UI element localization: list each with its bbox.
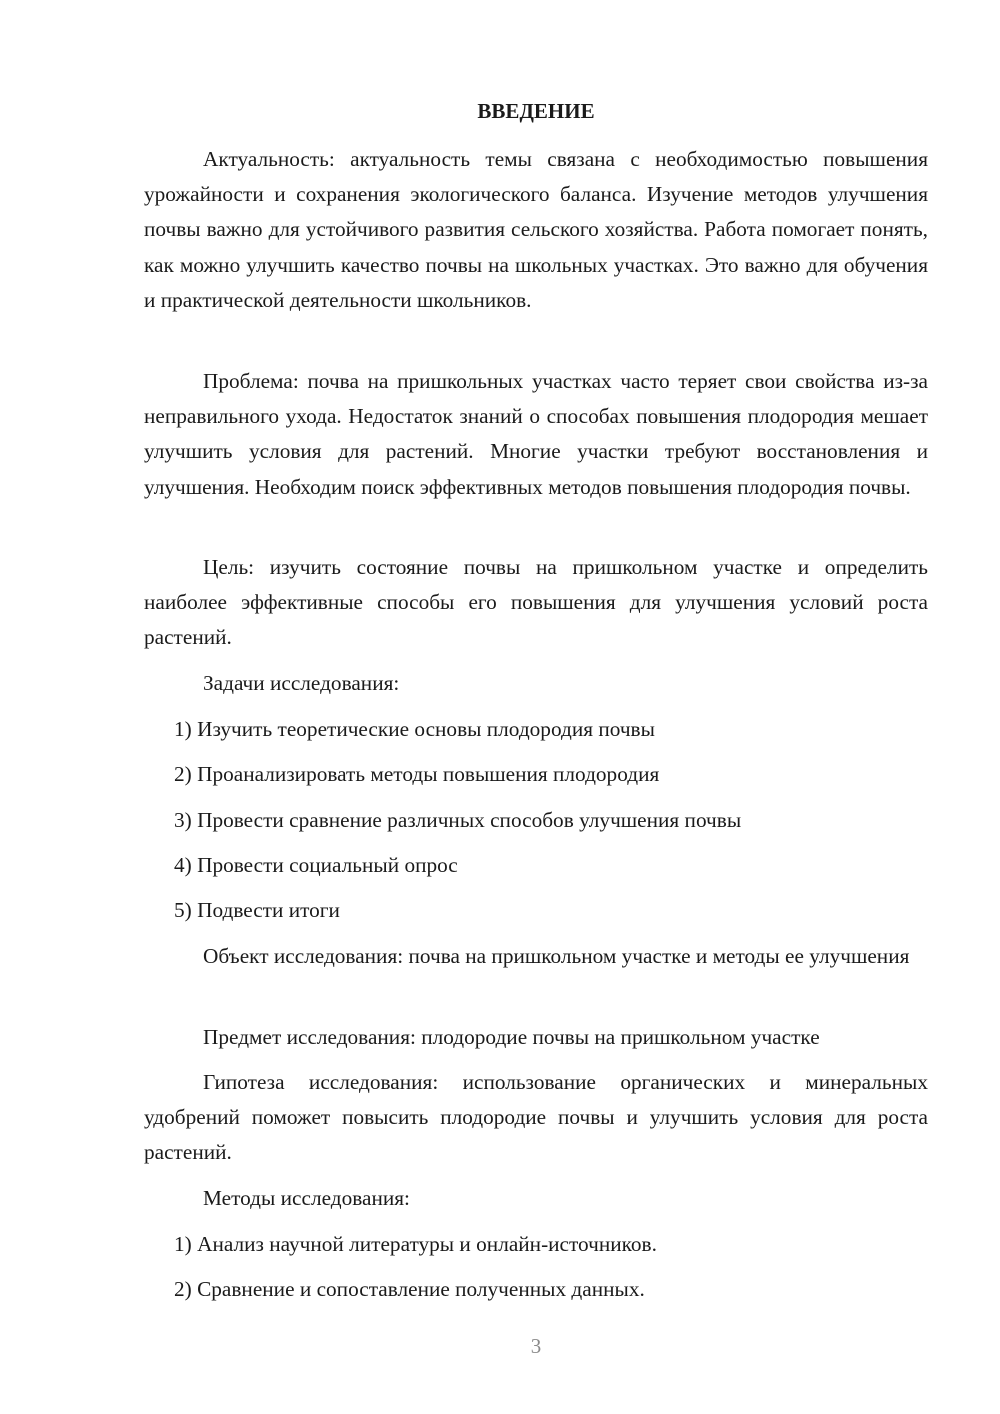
- section-title: ВВЕДЕНИЕ: [477, 99, 595, 123]
- method-item: 2) Сравнение и сопоставление полученных данных.: [174, 1277, 645, 1301]
- tasks-heading: Задачи исследования:: [203, 671, 400, 695]
- paragraph-object: Объект исследования: почва на пришкольном участке и методы ее улучшения: [203, 944, 910, 968]
- method-item: 1) Анализ научной литературы и онлайн-источников.: [174, 1232, 657, 1256]
- task-item: 3) Провести сравнение различных способов улучшения почвы: [174, 808, 742, 832]
- page-number: 3: [530, 1334, 542, 1358]
- methods-heading: Методы исследования:: [203, 1186, 410, 1210]
- paragraph-problem: Проблема: почва на пришкольных участках часто теряет свои свойства из-за неправильного ухода. Недостаток знаний о способах повышения плодородия мешает улучшить условия для растений. Многие участки требуют восстановления и улучшения. Необходим поиск эффективных методов повышения плодородия почвы.: [144, 369, 928, 499]
- paragraph-goal: Цель: изучить состояние почвы на пришкольном участке и определить наиболее эффективные способы его повышения для улучшения условий роста растений.: [144, 555, 928, 650]
- paragraph-relevance: Актуальность: актуальность темы связана с необходимостью повышения урожайности и сохранения экологического баланса. Изучение методов улучшения почвы важно для устойчивого развития сельского хозяйства. Работа помогает понять, как можно улучшить качество почвы на школьных участках. Это важно для обучения и практической деятельности школьников.: [144, 147, 928, 312]
- paragraph-hypothesis: Гипотеза исследования: использование органических и минеральных удобрений поможет повысить плодородие почвы и улучшить условия для роста растений.: [144, 1070, 928, 1165]
- task-item: 4) Провести социальный опрос: [174, 853, 458, 877]
- task-item: 5) Подвести итоги: [174, 898, 340, 922]
- paragraph-subject: Предмет исследования: плодородие почвы на пришкольном участке: [203, 1025, 820, 1049]
- task-item: 1) Изучить теоретические основы плодородия почвы: [174, 717, 655, 741]
- task-item: 2) Проанализировать методы повышения плодородия: [174, 762, 660, 786]
